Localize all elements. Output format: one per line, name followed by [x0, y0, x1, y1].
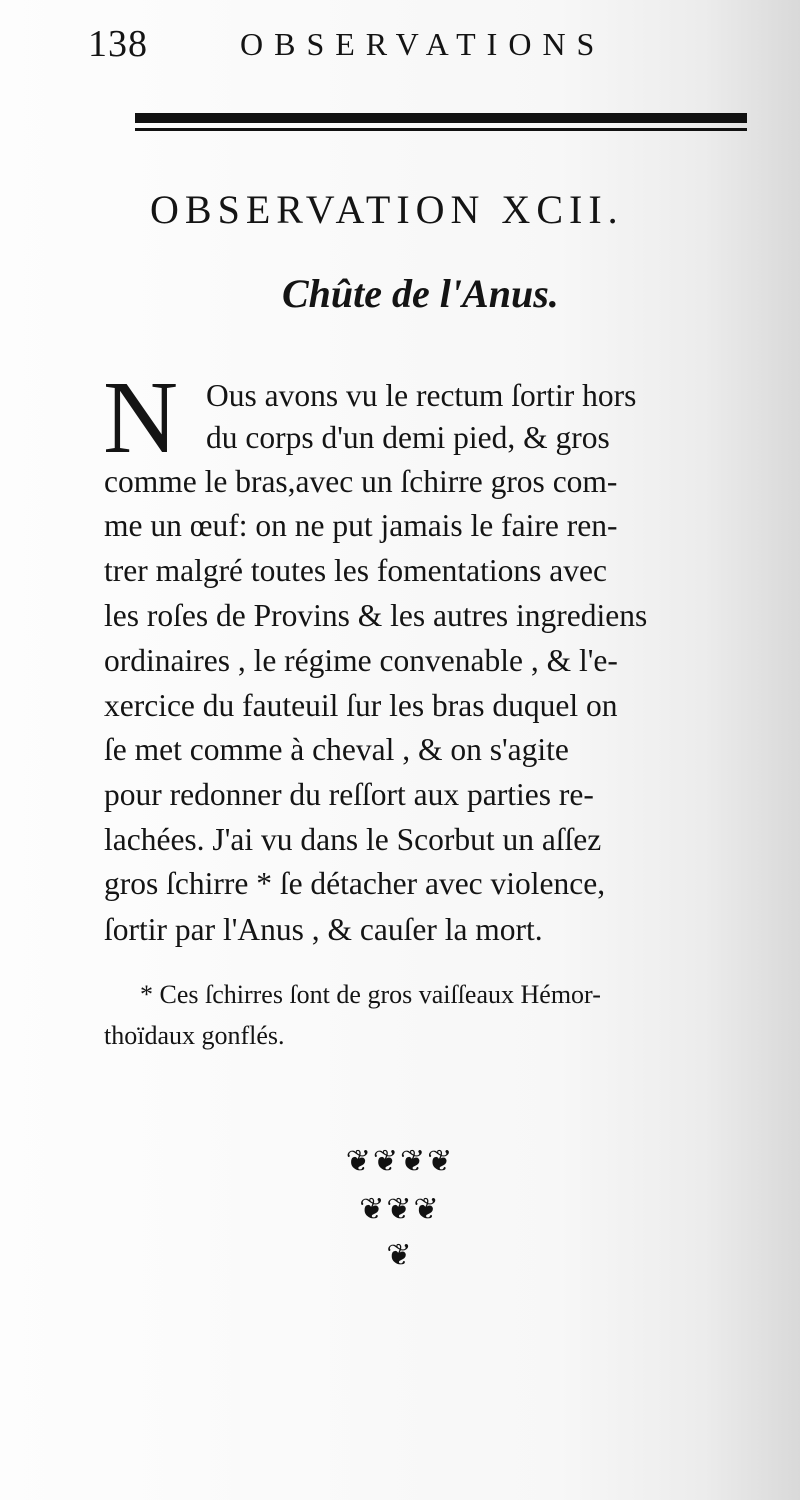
observation-subtitle: Chûte de l'Anus. — [282, 271, 559, 316]
body-line: ſe met comme à cheval , & on s'agite — [104, 732, 569, 767]
body-line: lachées. J'ai vu dans le Scorbut un aſſez — [104, 822, 602, 857]
running-title: OBSERVATIONS — [240, 26, 606, 62]
body-line: ſortir par l'Anus , & cauſer la mort. — [104, 912, 543, 947]
footnote-line: thoïdaux gonflés. — [104, 1021, 285, 1050]
body-line: pour redonner du reſſort aux parties re- — [104, 777, 594, 812]
page-number: 138 — [88, 23, 148, 65]
running-head — [88, 18, 668, 68]
body-line: gros ſchirre * ſe détacher avec violence, — [104, 866, 606, 901]
body-line: les roſes de Provins & les autres ingrediens — [104, 598, 648, 633]
header-rule-thin — [135, 128, 747, 131]
observation-title: OBSERVATION XCII. — [150, 187, 624, 232]
fleuron-ornament-row: ❦ — [386, 1238, 414, 1273]
footnote-line: * Ces ſchirres ſont de gros vaiſſeaux Hémor- — [140, 980, 601, 1009]
body-line: ordinaires , le régime convenable , & l'e- — [104, 643, 618, 678]
body-line: trer malgré toutes les fomentations avec — [104, 553, 607, 588]
body-line: comme le bras,avec un ſchirre gros com- — [104, 464, 618, 499]
body-line: me un œuf: on ne put jamais le faire ren- — [104, 508, 618, 543]
header-rule-thick — [135, 113, 747, 123]
body-line: du corps d'un demi pied, & gros — [206, 420, 610, 455]
fleuron-ornament-row: ❦❦❦ — [359, 1192, 441, 1227]
body-line: xercice du fauteuil ſur les bras duquel on — [104, 688, 618, 723]
body-line: Ous avons vu le rectum ſortir hors — [206, 378, 637, 413]
drop-cap: N — [103, 360, 179, 475]
fleuron-ornament-row: ❦❦❦❦ — [345, 1144, 455, 1179]
